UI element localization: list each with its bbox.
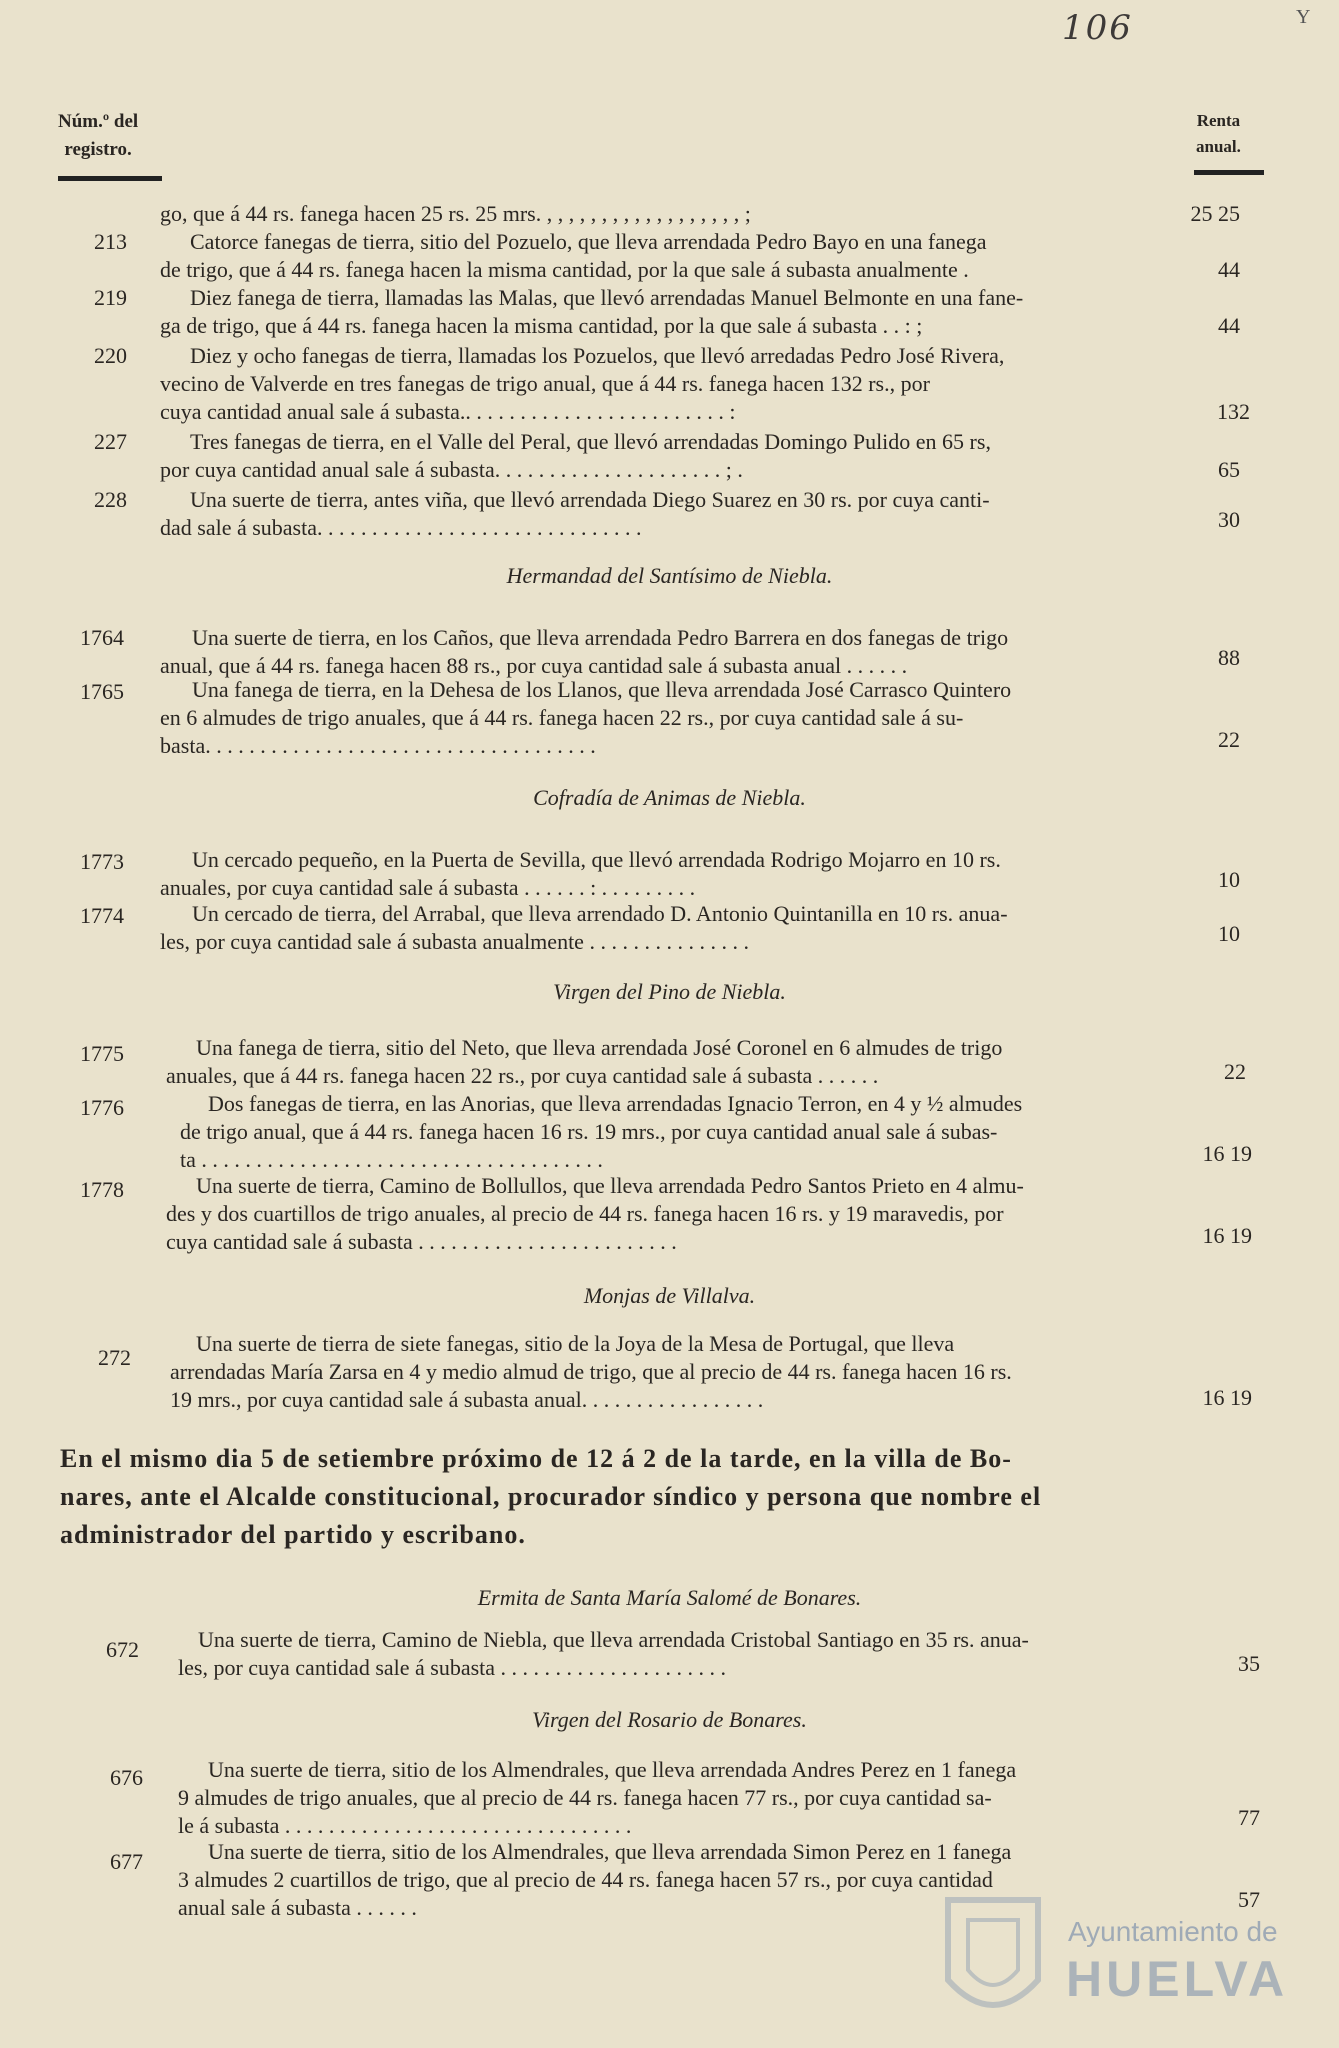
entry-line: Una suerte de tierra, Camino de Bollullos, que lleva arrendada Pedro Santos Prieto en 4 almu-: [196, 1173, 1024, 1198]
entry-number: 272: [98, 1345, 131, 1370]
rent-header-line-1: Renta: [1196, 111, 1241, 130]
entry-amount: 30: [1218, 507, 1240, 532]
entry-line: des y dos cuartillos de trigo anuales, al precio de 44 rs. fanega hacen 16 rs. y 19 maravedis, por: [166, 1201, 1004, 1226]
entry-number: 1773: [80, 849, 124, 874]
entry-line: anuales, que á 44 rs. fanega hacen 22 rs., por cuya cantidad sale á subasta . . . . . .: [166, 1063, 879, 1088]
entry-line: ta . . . . . . . . . . . . . . . . . . . . . . . . . . . . . . . . . . . . .: [180, 1147, 603, 1172]
entry-line: Diez fanega de tierra, llamadas las Malas, que llevó arrendadas Manuel Belmonte en una fane-: [190, 285, 1024, 310]
entry-line: arrendadas María Zarsa en 4 y medio almud de trigo, que al precio de 44 rs. fanega hacen 16 rs.: [170, 1359, 1012, 1384]
entry-line: basta. . . . . . . . . . . . . . . . . . . . . . . . . . . . . . . . . . . .: [160, 733, 596, 758]
entry-line: cuya cantidad sale á subasta . . . . . . . . . . . . . . . . . . . . . . . .: [166, 1229, 677, 1254]
entry-amount: 35: [1238, 1651, 1260, 1676]
entry-line: ga de trigo, que á 44 rs. fanega hacen la misma cantidad, por la que sale á subasta . . : ;: [160, 313, 923, 338]
entry-line: Catorce fanegas de tierra, sitio del Pozuelo, que lleva arrendada Pedro Bayo en una fanega: [190, 229, 987, 254]
entry-line: Una suerte de tierra, sitio de los Almendrales, que lleva arrendada Andres Perez en 1 fanega: [208, 1757, 1017, 1782]
section-title: Cofradía de Animas de Niebla.: [533, 785, 806, 810]
entry-number: 227: [94, 429, 127, 454]
register-number-header: [58, 108, 138, 164]
entry-line: cuya cantidad anual sale á subasta.. . . . . . . . . . . . . . . . . . . . . . . . :: [160, 399, 736, 424]
entry-line: Una suerte de tierra de siete fanegas, sitio de la Joya de la Mesa de Portugal, que lleva: [196, 1331, 955, 1356]
watermark-line-2: HUELVA: [1066, 1951, 1289, 2007]
register-header-line-2: registro.: [64, 139, 132, 160]
entry-amount: 16 19: [1202, 1141, 1252, 1166]
entry-line: Dos fanegas de tierra, en las Anorias, que lleva arrendadas Ignacio Terron, en 4 y ½ almudes: [208, 1091, 1023, 1116]
entry-line: Una fanega de tierra, en la Dehesa de los Llanos, que lleva arrendada José Carrasco Quintero: [192, 677, 1012, 702]
entry-line: vecino de Valverde en tres fanegas de trigo anual, que á 44 rs. fanega hacen 132 rs., por: [160, 371, 930, 396]
entry-amount: 88: [1218, 645, 1240, 670]
entry-amount: 25 25: [1190, 201, 1240, 226]
entry-line: de trigo anual, que á 44 rs. fanega hacen 16 rs. 19 mrs., por cuya cantidad anual sale á subas-: [180, 1119, 998, 1144]
entry-amount: 57: [1238, 1887, 1260, 1912]
header-rule-right: [1194, 170, 1264, 175]
entry-number: 1775: [80, 1041, 124, 1066]
section-title: Virgen del Pino de Niebla.: [553, 979, 786, 1004]
entry-number: 676: [110, 1765, 143, 1790]
entry-line: Una suerte de tierra, sitio de los Almendrales, que lleva arrendada Simon Perez en 1 fanega: [208, 1839, 1012, 1864]
entry-amount: 22: [1218, 727, 1240, 752]
section-title: Ermita de Santa María Salomé de Bonares.: [477, 1585, 862, 1610]
entry-amount: 44: [1218, 257, 1240, 282]
auction-heading-line-2: nares, ante el Alcalde constitucional, procurador síndico y persona que nombre el: [60, 1482, 1042, 1511]
section-title: Virgen del Rosario de Bonares.: [532, 1707, 807, 1732]
section-title: Monjas de Villalva.: [583, 1283, 756, 1308]
entry-line: 3 almudes 2 cuartillos de trigo, que al precio de 44 rs. fanega hacen 57 rs., por cuya cantidad: [178, 1867, 993, 1892]
entry-number: 228: [94, 487, 127, 512]
entry-amount: 10: [1218, 867, 1240, 892]
entry-number: 219: [94, 285, 127, 310]
entry-line: go, que á 44 rs. fanega hacen 25 rs. 25 mrs. , , , , , , , , , , , , , , , , , , ;: [160, 201, 751, 226]
entry-line: Un cercado pequeño, en la Puerta de Sevilla, que llevó arrendada Rodrigo Mojarro en 10 rs.: [192, 847, 1001, 872]
entry-amount: 16 19: [1202, 1385, 1252, 1410]
entry-number: 672: [106, 1637, 139, 1662]
annual-rent-header: [1196, 108, 1241, 160]
entry-line: dad sale á subasta. . . . . . . . . . . . . . . . . . . . . . . . . . . . . .: [160, 515, 642, 540]
entry-number: 213: [94, 229, 127, 254]
entry-line: anuales, por cuya cantidad sale á subasta . . . . . . : . . . . . . . . .: [160, 875, 696, 900]
entry-number: 220: [94, 343, 127, 368]
entry-number: 1778: [80, 1177, 124, 1202]
auction-heading-line-3: administrador del partido y escribano.: [60, 1520, 526, 1549]
entry-line: en 6 almudes de trigo anuales, que á 44 rs. fanega hacen 22 rs., por cuya cantidad sale á su-: [160, 705, 964, 730]
entry-line: les, por cuya cantidad sale á subasta anualmente . . . . . . . . . . . . . . .: [160, 929, 749, 954]
register-header-line-1: Núm.º del: [58, 111, 139, 132]
entry-amount: 132: [1217, 399, 1250, 424]
watermark-line-1: Ayuntamiento de: [1068, 1916, 1278, 1947]
entry-amount: 16 19: [1202, 1223, 1252, 1248]
entry-line: 9 almudes de trigo anuales, que al precio de 44 rs. fanega hacen 77 rs., por cuya cantidad sa-: [178, 1785, 992, 1810]
entry-line: Una fanega de tierra, sitio del Neto, que lleva arrendada José Coronel en 6 almudes de trigo: [196, 1035, 1003, 1060]
entry-line: Una suerte de tierra, en los Caños, que lleva arrendada Pedro Barrera en dos fanegas de trigo: [192, 625, 1009, 650]
entry-line: le á subasta . . . . . . . . . . . . . . . . . . . . . . . . . . . . . . . .: [178, 1813, 632, 1838]
entry-line: Un cercado de tierra, del Arrabal, que lleva arrendado D. Antonio Quintanilla en 10 rs. anua-: [192, 901, 1008, 926]
entry-line: 19 mrs., por cuya cantidad sale á subasta anual. . . . . . . . . . . . . . . . .: [170, 1387, 764, 1412]
entry-line: Una suerte de tierra, Camino de Niebla, que lleva arrendada Cristobal Santiago en 35 rs. anua-: [198, 1627, 1029, 1652]
header-rule-left: [58, 176, 162, 181]
corner-mark: Y: [1296, 6, 1311, 28]
entry-amount: 65: [1218, 457, 1240, 482]
entry-number: 1765: [80, 679, 124, 704]
entry-number: 1774: [80, 903, 124, 928]
entry-number: 677: [110, 1849, 143, 1874]
entry-amount: 77: [1238, 1805, 1260, 1830]
entry-line: les, por cuya cantidad sale á subasta . . . . . . . . . . . . . . . . . . . . .: [178, 1655, 727, 1680]
auction-heading-line-1: En el mismo dia 5 de setiembre próximo de 12 á 2 de la tarde, en la villa de Bo-: [60, 1444, 1012, 1473]
rent-header-line-2: anual.: [1196, 137, 1241, 156]
entry-line: Una suerte de tierra, antes viña, que llevó arrendada Diego Suarez en 30 rs. por cuya canti-: [190, 487, 990, 512]
entry-number: 1764: [80, 625, 124, 650]
entry-number: 1776: [80, 1095, 124, 1120]
entry-amount: 10: [1218, 921, 1240, 946]
entry-line: anual, que á 44 rs. fanega hacen 88 rs., por cuya cantidad sale á subasta anual . . . . . .: [160, 653, 908, 678]
entry-line: por cuya cantidad anual sale á subasta. . . . . . . . . . . . . . . . . . . . . ; .: [160, 457, 743, 482]
entry-amount: 44: [1218, 313, 1240, 338]
section-title: Hermandad del Santísimo de Niebla.: [506, 563, 833, 588]
entry-line: de trigo, que á 44 rs. fanega hacen la misma cantidad, por la que sale á subasta anualmente .: [160, 257, 969, 282]
entry-line: Tres fanegas de tierra, en el Valle del Peral, que llevó arrendadas Domingo Pulido en 65 rs,: [190, 429, 991, 454]
entry-line: anual sale á subasta . . . . . .: [178, 1895, 417, 1920]
auction-heading: [60, 1440, 1280, 1554]
handwritten-page-number: 106: [1062, 8, 1133, 48]
entry-amount: 22: [1224, 1059, 1246, 1084]
entry-line: Diez y ocho fanegas de tierra, llamadas los Pozuelos, que llevó arredadas Pedro José Rivera,: [190, 343, 1005, 368]
